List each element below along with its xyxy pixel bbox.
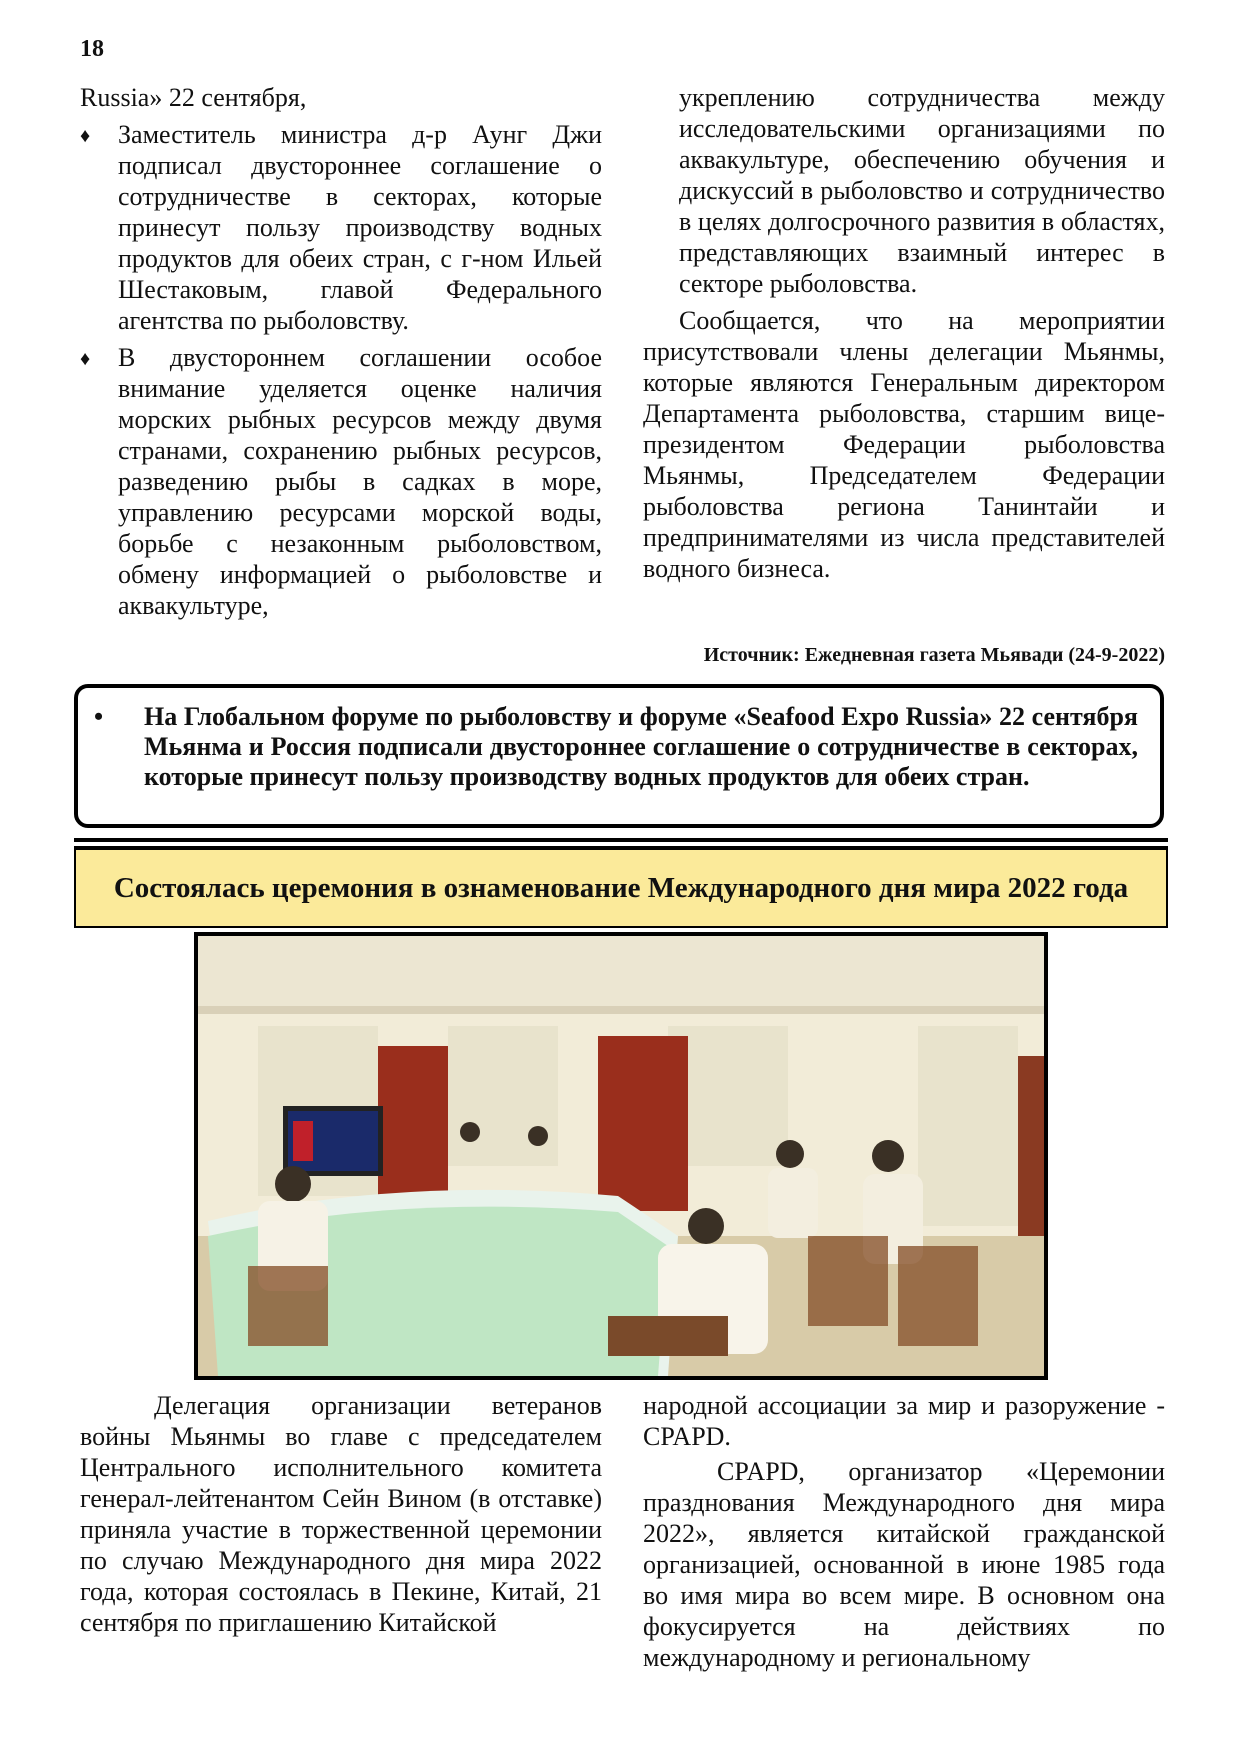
list-item — [80, 119, 602, 336]
divider — [74, 838, 1168, 842]
bullet-text: Заместитель министра д-р Аунг Джи подписал двустороннее соглашение о сотрудничестве в секторах, которые принесут пользу производству водных продуктов для обеих стран, с г-ном Ильей Шестаковым, главой Федерального агентства по рыболовству. — [118, 120, 602, 335]
left-column-top — [80, 82, 602, 621]
right-column-top — [643, 82, 1165, 584]
diamond-bullet-icon: ♦ — [80, 348, 91, 370]
diamond-bullet-icon: ♦ — [80, 125, 91, 147]
intro-line: Russia» 22 сентября, — [80, 83, 307, 112]
bullet-icon: • — [94, 702, 104, 731]
page-number: 18 — [80, 36, 104, 62]
list-item — [80, 342, 602, 621]
summary-box — [74, 684, 1164, 828]
article-headline: Состоялась церемония в ознаменование Международного дня мира 2022 года — [113, 872, 1129, 904]
bullet-text: В двустороннем соглашении особое внимание уделяется оценке наличия морских рыбных ресурсов между двумя странами, сохранению рыбных ресурсов, разведению рыбы в садках в море, управлению ресурсами морской воды, борьбе с незаконным рыболовством, обмену информацией о рыболовстве и аквакультуре, — [118, 343, 602, 620]
source-citation: Источник: Ежедневная газета Мьявади (24-9-2022) — [703, 644, 1165, 666]
delegation-paragraph: Сообщается, что на мероприятии присутствовали члены делегации Мьянмы, которые являются Генеральным директором Департамента рыболовства, старшим вице-президентом Федерации рыболовства Мьянмы, Председателем Федерации рыболовства региона Танинтайи и предпринимателями из числа представителей водного бизнеса. — [643, 306, 1165, 583]
conference-photo — [194, 932, 1048, 1380]
summary-text: На Глобальном форуме по рыболовству и форуме «Seafood Expo Russia» 22 сентября Мьянма и Россия подписали двустороннее соглашение о сотрудничестве в секторах, которые принесут пользу производству водных продуктов для обеих стран. — [144, 702, 1138, 791]
continuation-text: народной ассоциации за мир и разоружение - CPAPD. — [643, 1391, 1165, 1451]
continuation-text: укреплению сотрудничества между исследовательскими организациями по аквакультуре, обеспечению обучения и дискуссий в рыболовство и сотрудничество в целях долгосрочного развития в областях, представляющих взаимный интерес в секторе рыболовства. — [679, 83, 1165, 298]
article-paragraph: Делегация организации ветеранов войны Мьянмы во главе с председателем Центрального исполнительного комитета генерал-лейтенантом Сейн Вином (в отставке) приняла участие в торжественной церемонии по случаю Международного дня мира 2022 года, которая состоялась в Пекине, Китай, 21 сентября по приглашению Китайской — [80, 1391, 602, 1637]
right-column-bottom — [643, 1390, 1165, 1673]
left-column-bottom — [80, 1390, 602, 1638]
article-headline-box — [74, 848, 1168, 928]
article-paragraph: CPAPD, организатор «Церемонии празднования Международного дня мира 2022», является китайской гражданской организацией, основанной в июне 1985 года во имя мира во всем мире. В основном она фокусируется на действиях по международному и региональному — [643, 1457, 1165, 1672]
